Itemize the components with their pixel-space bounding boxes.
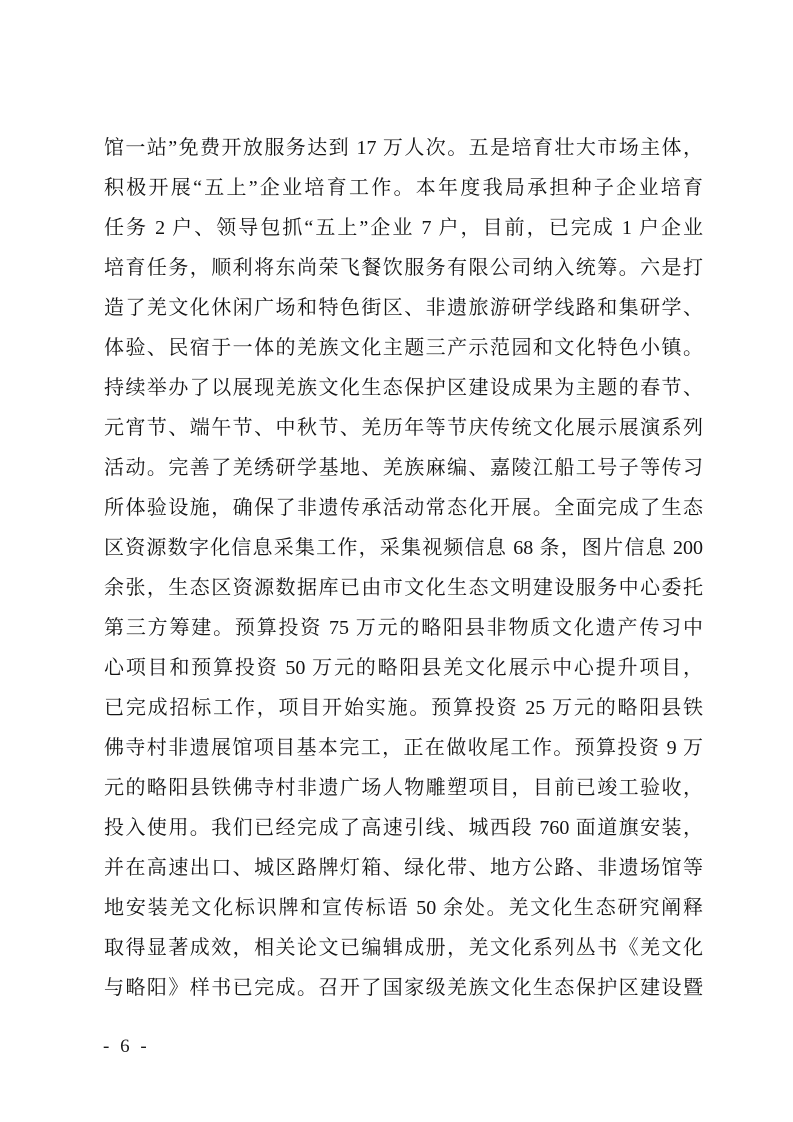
text-line: 积极开展“五上”企业培育工作。本年度我局承担种子企业培育 bbox=[104, 177, 703, 199]
text-line: 与略阳》样书已完成。召开了国家级羌族文化生态保护区建设暨 bbox=[104, 977, 703, 999]
text-line: 取得显著成效，相关论文已编辑成册，羌文化系列丛书《羌文化 bbox=[104, 937, 703, 959]
text-line: 培育任务，顺利将东尚荣飞餐饮服务有限公司纳入统筹。六是打 bbox=[104, 257, 703, 279]
text-line: 余张，生态区资源数据库已由市文化生态文明建设服务中心委托 bbox=[104, 577, 703, 599]
text-line: 元的略阳县铁佛寺村非遗广场人物雕塑项目，目前已竣工验收， bbox=[104, 777, 703, 799]
text-line: 第三方筹建。预算投资 75 万元的略阳县非物质文化遗产传习中 bbox=[104, 617, 703, 639]
text-line: 地安装羌文化标识牌和宣传标语 50 余处。羌文化生态研究阐释 bbox=[104, 897, 703, 919]
text-line: 任务 2 户、领导包抓“五上”企业 7 户，目前，已完成 1 户企业 bbox=[104, 217, 703, 239]
text-line: 活动。完善了羌绣研学基地、羌族麻编、嘉陵江船工号子等传习 bbox=[104, 457, 703, 479]
text-line: 并在高速出口、城区路牌灯箱、绿化带、地方公路、非遗场馆等 bbox=[104, 857, 703, 879]
text-line: 投入使用。我们已经完成了高速引线、城西段 760 面道旗安装， bbox=[104, 817, 703, 839]
text-line: 所体验设施，确保了非遗传承活动常态化开展。全面完成了生态 bbox=[104, 497, 703, 519]
text-line: 馆一站”免费开放服务达到 17 万人次。五是培育壮大市场主体， bbox=[104, 137, 703, 159]
text-line: 造了羌文化休闲广场和特色街区、非遗旅游研学线路和集研学、 bbox=[104, 297, 703, 319]
text-line: 已完成招标工作，项目开始实施。预算投资 25 万元的略阳县铁 bbox=[104, 697, 703, 719]
text-line: 佛寺村非遗展馆项目基本完工，正在做收尾工作。预算投资 9 万 bbox=[104, 737, 703, 759]
page-number: - 6 - bbox=[103, 1036, 150, 1057]
text-line: 体验、民宿于一体的羌族文化主题三产示范园和文化特色小镇。 bbox=[104, 337, 703, 359]
text-line: 持续举办了以展现羌族文化生态保护区建设成果为主题的春节、 bbox=[104, 377, 703, 399]
text-line: 心项目和预算投资 50 万元的略阳县羌文化展示中心提升项目， bbox=[104, 657, 703, 679]
paragraph-text bbox=[104, 128, 703, 1008]
text-line: 区资源数字化信息采集工作，采集视频信息 68 条，图片信息 200 bbox=[104, 537, 703, 559]
text-line: 元宵节、端午节、中秋节、羌历年等节庆传统文化展示展演系列 bbox=[104, 417, 703, 439]
